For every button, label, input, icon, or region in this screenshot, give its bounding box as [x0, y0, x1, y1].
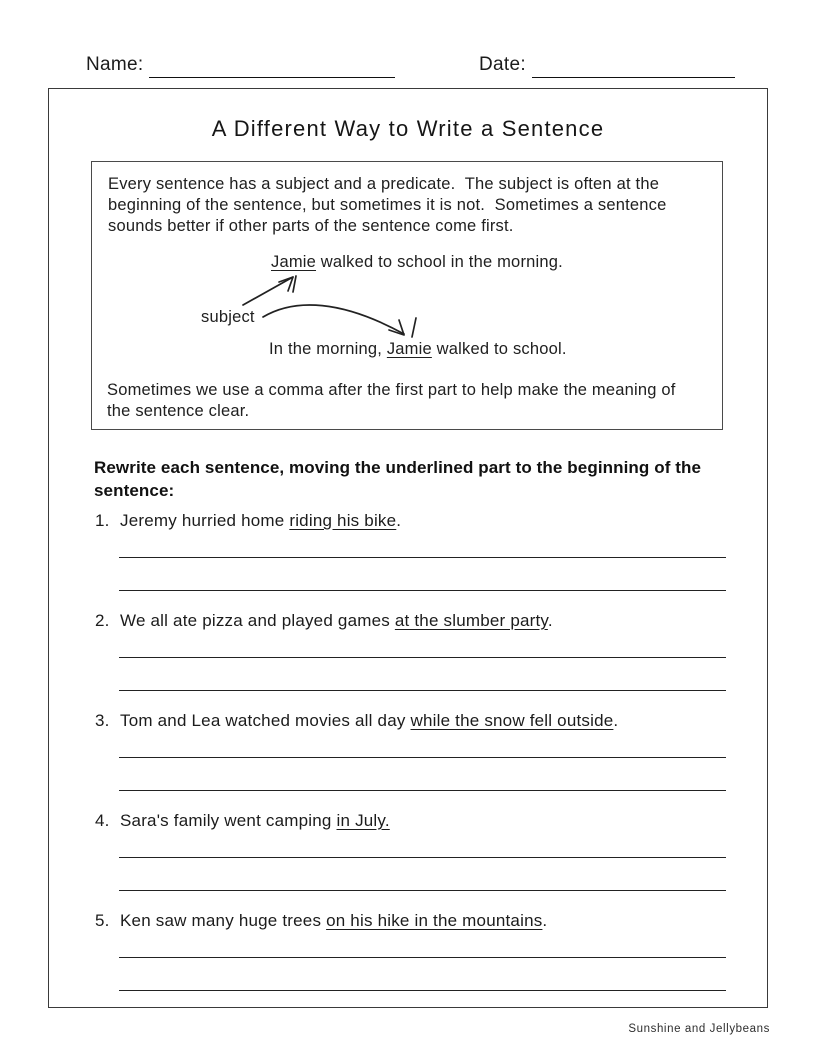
answer-line[interactable]	[119, 657, 726, 658]
sentence-post: .	[396, 511, 402, 530]
intro-text-line: sounds better if other parts of the sentence come first.	[108, 217, 514, 235]
sentence-pre: Ken saw many huge trees	[120, 911, 327, 930]
exercise-sentence	[120, 911, 547, 931]
answer-line[interactable]	[119, 890, 726, 891]
sentence-post: .	[542, 911, 548, 930]
sentence-pre: Sara's family went camping	[120, 811, 337, 830]
answer-line[interactable]	[119, 590, 726, 591]
example-sentence-1	[271, 252, 563, 273]
directions-line: sentence:	[94, 481, 175, 500]
lesson-info-box	[91, 161, 723, 430]
sentence-post: .	[613, 711, 619, 730]
intro-text-line: beginning of the sentence, but sometimes it is not. Sometimes a sentence	[108, 196, 667, 214]
sentence-underlined: while the snow fell outside	[410, 711, 614, 730]
answer-line[interactable]	[119, 790, 726, 791]
exercise-number: 5.	[95, 911, 110, 930]
exercise-sentence	[120, 811, 390, 831]
exercise-sentence	[120, 611, 553, 631]
example2-subject: Jamie	[386, 340, 432, 358]
exercise-number: 4.	[95, 811, 110, 830]
answer-line[interactable]	[119, 557, 726, 558]
exercise-number: 1.	[95, 511, 110, 530]
example-sentence-2	[269, 339, 567, 360]
date-blank-line[interactable]	[532, 57, 735, 78]
note-text-line: Sometimes we use a comma after the first part to help make the meaning of	[107, 381, 676, 399]
example2-rest: walked to school.	[431, 340, 567, 358]
sentence-pre: Tom and Lea watched movies all day	[120, 711, 411, 730]
sentence-pre: We all ate pizza and played games	[120, 611, 395, 630]
exercise-sentence	[120, 511, 401, 531]
name-label: Name:	[86, 54, 144, 75]
answer-line[interactable]	[119, 957, 726, 958]
directions-line: Rewrite each sentence, moving the underlined part to the beginning of the	[94, 458, 702, 477]
name-blank-line[interactable]	[149, 57, 395, 78]
example1-rest: walked to school in the morning.	[316, 253, 563, 271]
subject-label: subject	[201, 308, 255, 326]
answer-line[interactable]	[119, 690, 726, 691]
sentence-underlined: in July.	[336, 811, 390, 830]
example2-lead: In the morning,	[269, 340, 387, 358]
sentence-underlined: riding his bike	[289, 511, 397, 530]
answer-line[interactable]	[119, 857, 726, 858]
sentence-underlined: on his hike in the mountains	[326, 911, 543, 930]
sentence-post: .	[547, 611, 553, 630]
exercise-number: 3.	[95, 711, 110, 730]
note-text-line: the sentence clear.	[107, 402, 250, 420]
exercise-number: 2.	[95, 611, 110, 630]
page-title: A Different Way to Write a Sentence	[211, 116, 605, 141]
answer-line[interactable]	[119, 757, 726, 758]
answer-line[interactable]	[119, 990, 726, 991]
sentence-underlined: at the slumber party	[394, 611, 548, 630]
publisher-credit: Sunshine and Jellybeans	[628, 1023, 770, 1035]
example1-subject: Jamie	[271, 253, 317, 271]
intro-text-line: Every sentence has a subject and a predicate. The subject is often at the	[108, 175, 660, 193]
exercise-sentence	[120, 711, 618, 731]
date-label: Date:	[479, 54, 526, 75]
sentence-pre: Jeremy hurried home	[120, 511, 290, 530]
